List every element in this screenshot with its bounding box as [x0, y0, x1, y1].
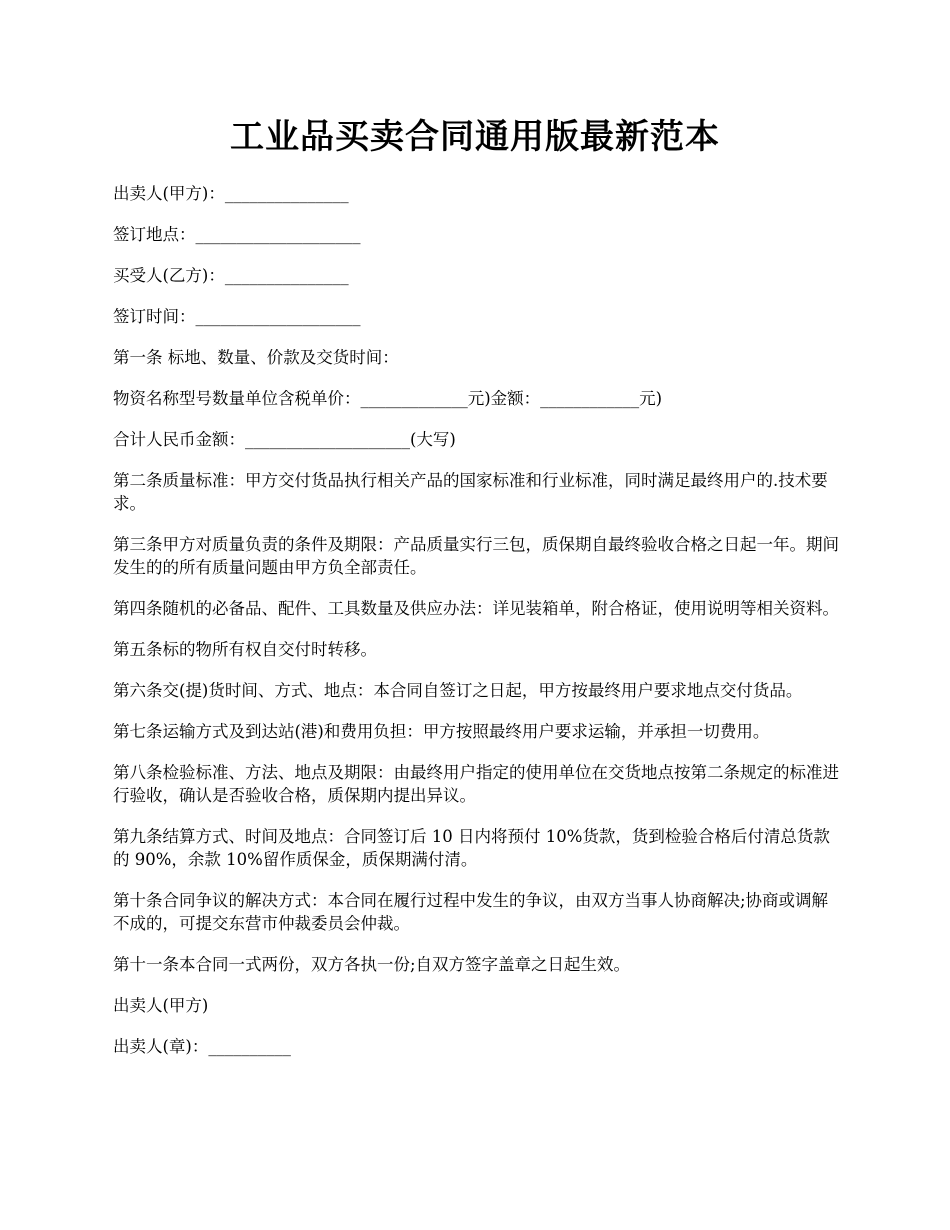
article-11-paragraph: 第十一条本合同一式两份，双方各执一份;自双方签字盖章之日起生效。 [113, 955, 631, 974]
article-3-paragraph: 第三条甲方对质量负责的条件及期限：产品质量实行三包，质保期自最终验收合格之日起一年。期间发生的的所有质量问题由甲方负全部责任。 [113, 535, 839, 577]
total-amount-line: 合计人民币金额：____________________(大写) [113, 430, 456, 449]
article-6-paragraph: 第六条交(提)货时间、方式、地点：本合同自签订之日起，甲方按最终用户要求地点交付货品。 [113, 681, 803, 700]
seller-field: 出卖人(甲方)：_______________ [113, 184, 349, 203]
goods-price-line: 物资名称型号数量单位含税单价：_____________元)金额：____________元) [113, 389, 663, 408]
document-title: 工业品买卖合同通用版最新范本 [230, 117, 720, 157]
document-body [113, 182, 841, 1076]
article-4-paragraph: 第四条随机的必备品、配件、工具数量及供应办法：详见装箱单，附合格证，使用说明等相关资料。 [113, 599, 839, 618]
buyer-field: 买受人(乙方)：_______________ [113, 266, 349, 285]
signing-time-field: 签订时间：____________________ [113, 307, 361, 326]
signing-place-field: 签订地点：____________________ [113, 225, 361, 244]
article-2-paragraph: 第二条质量标准：甲方交付货品执行相关产品的国家标准和行业标准，同时满足最终用户的.技术要求。 [113, 471, 828, 513]
article-8-paragraph: 第八条检验标准、方法、地点及期限：由最终用户指定的使用单位在交货地点按第二条规定的标准进行验收，确认是否验收合格，质保期内提出异议。 [113, 763, 839, 805]
article-5-paragraph: 第五条标的物所有权自交付时转移。 [113, 640, 377, 659]
article-10-paragraph: 第十条合同争议的解决方式：本合同在履行过程中发生的争议，由双方当事人协商解决;协商或调解不成的，可提交东营市仲裁委员会仲裁。 [113, 891, 829, 933]
article-7-paragraph: 第七条运输方式及到达站(港)和费用负担：甲方按照最终用户要求运输，并承担一切费用。 [113, 722, 770, 741]
seller-seal-field: 出卖人(章)：__________ [113, 1037, 291, 1056]
article-9-paragraph: 第九条结算方式、时间及地点：合同签订后 10 日内将预付 10%货款，货到检验合格后付清总货款的 90%，余款 10%留作质保金，质保期满付清。 [113, 827, 830, 869]
article-1-heading: 第一条 标地、数量、价款及交货时间： [113, 348, 399, 367]
seller-signature-heading: 出卖人(甲方) [113, 996, 209, 1015]
